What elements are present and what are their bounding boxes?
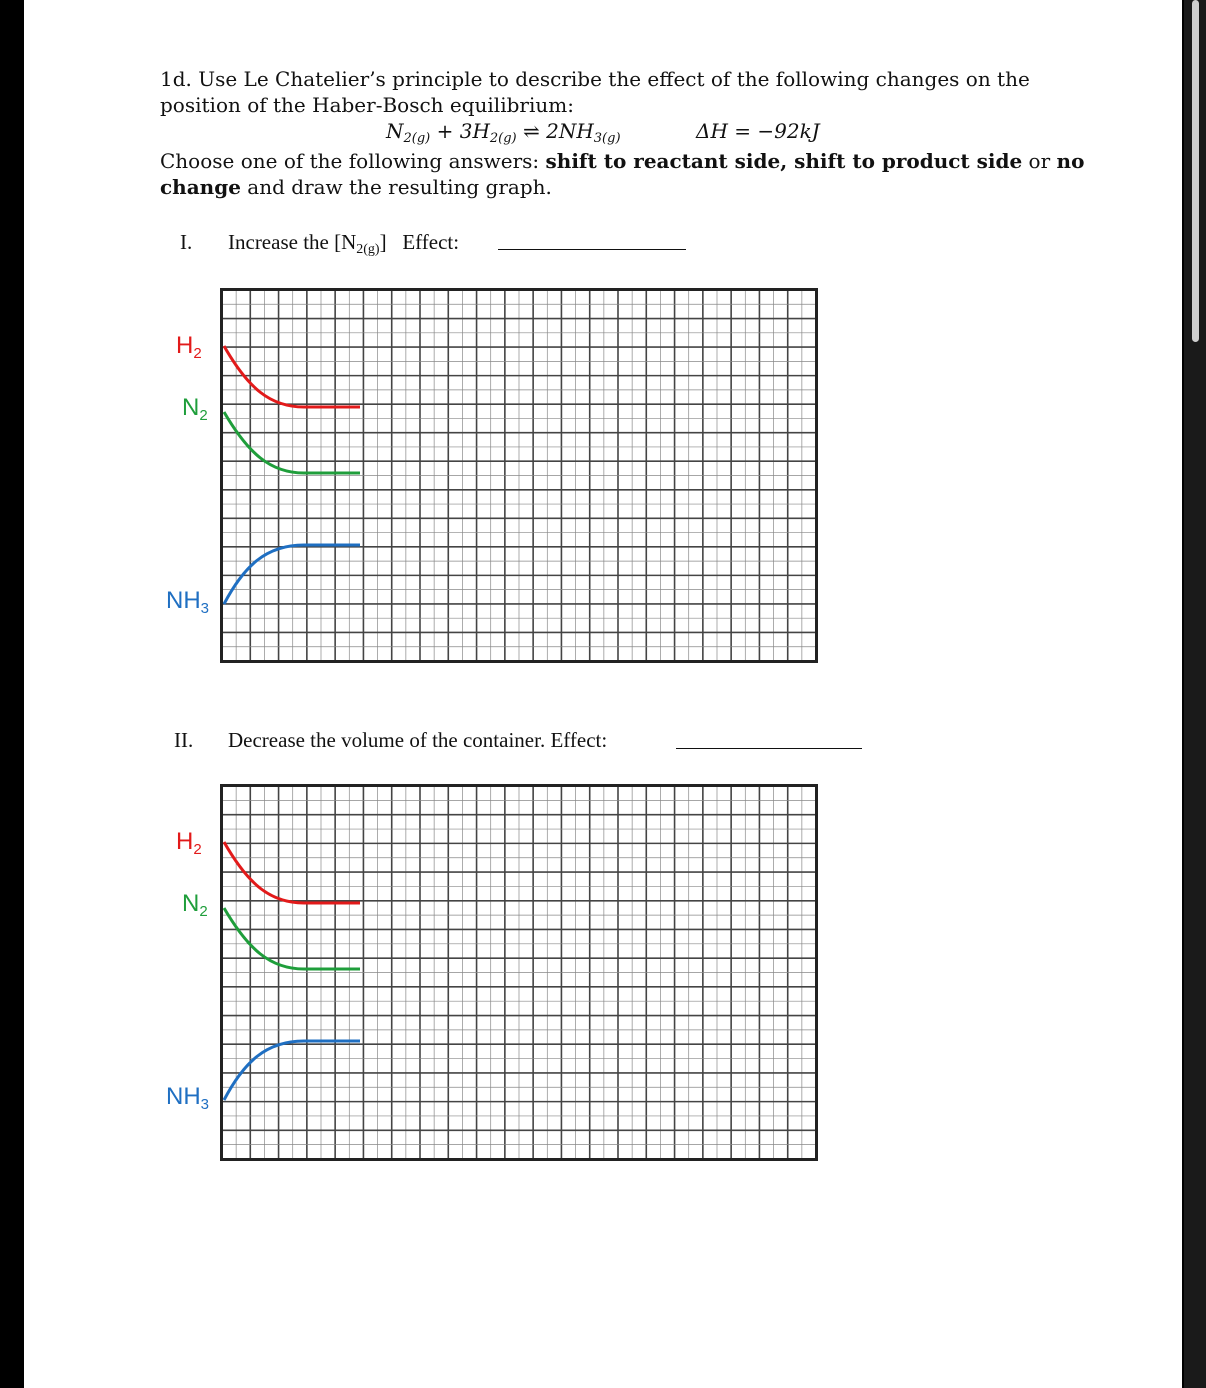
answer-choices-line1: Choose one of the following answers: shift to reactant side, shift to product side or no xyxy=(160,149,1085,173)
part-1-effect-answer-line[interactable] xyxy=(498,249,686,250)
question-title-line2: position of the Haber-Bosch equilibrium: xyxy=(160,93,574,117)
graph-2-nh3-label: $NH_3$ xyxy=(166,1083,210,1113)
worksheet-page xyxy=(24,0,1182,1388)
enthalpy-change: ΔH = −92kJ xyxy=(696,119,820,143)
part-2-prompt: Decrease the volume of the container. Effect: xyxy=(228,728,608,752)
haber-bosch-equation: $N_{2(g)} + 3H_{2(g)}$ ⇌ $2NH_{3(g)}$ xyxy=(386,119,621,146)
question-title-line1: 1d. Use Le Chatelier’s principle to describe the effect of the following changes on the xyxy=(160,67,1030,91)
part-1-numeral: I. xyxy=(180,230,193,254)
graph-2-h2-label: $H_2$ xyxy=(176,828,202,858)
graph-1-h2-label: $H_2$ xyxy=(176,332,202,362)
scrollbar-thumb[interactable] xyxy=(1192,0,1199,342)
graph-1-concentration-grid[interactable] xyxy=(220,288,818,663)
part-1-prompt: Increase the $[N_{2(g)}]$ Effect: xyxy=(228,230,460,257)
part-2-numeral: II. xyxy=(174,728,194,752)
answer-choices-line2: change and draw the resulting graph. xyxy=(160,175,552,199)
graph-1-n2-label: $N_2$ xyxy=(182,394,208,424)
part-2-effect-answer-line[interactable] xyxy=(676,748,862,749)
graph-1-nh3-label: $NH_3$ xyxy=(166,587,210,617)
graph-2-n2-label: $N_2$ xyxy=(182,890,208,920)
graph-2-concentration-grid[interactable] xyxy=(220,784,818,1161)
